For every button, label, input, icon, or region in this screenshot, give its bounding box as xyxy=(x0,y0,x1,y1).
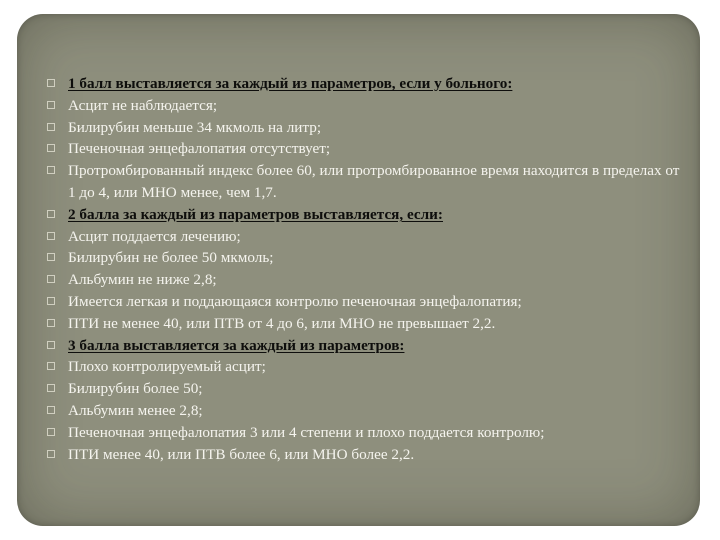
square-bullet-icon xyxy=(47,275,55,283)
list-item-text: Альбумин не ниже 2,8; xyxy=(68,271,217,289)
list-item xyxy=(45,356,685,378)
square-bullet-icon xyxy=(47,406,55,414)
list-item-text: Альбумин менее 2,8; xyxy=(68,401,203,419)
list-item-text: Плохо контролируемый асцит; xyxy=(68,358,266,376)
square-bullet-icon xyxy=(47,428,55,436)
list-item xyxy=(45,95,685,117)
list-item xyxy=(45,291,685,313)
list-item-text: Печеночная энцефалопатия 3 или 4 степени и плохо поддается контролю; xyxy=(68,423,545,441)
list-item xyxy=(45,73,685,95)
slide xyxy=(17,14,700,526)
square-bullet-icon xyxy=(47,319,55,327)
square-bullet-icon xyxy=(47,362,55,370)
list-item-text: 1 балл выставляется за каждый из параметров, если у больного: xyxy=(68,75,513,92)
list-item xyxy=(45,400,685,422)
list-item xyxy=(45,226,685,248)
list-item xyxy=(45,160,685,204)
square-bullet-icon xyxy=(47,253,55,261)
list-item-text: Асцит не наблюдается; xyxy=(68,96,218,114)
list-item-text: Билирубин не более 50 мкмоль; xyxy=(68,249,274,267)
list-item-text: Билирубин более 50; xyxy=(68,380,203,398)
list-item xyxy=(45,444,685,466)
square-bullet-icon xyxy=(47,101,55,109)
list-item-text: Билирубин меньше 34 мкмоль на литр; xyxy=(68,118,322,136)
list-item xyxy=(45,335,685,357)
square-bullet-icon xyxy=(47,123,55,131)
square-bullet-icon xyxy=(47,450,55,458)
square-bullet-icon xyxy=(47,210,55,218)
square-bullet-icon xyxy=(47,297,55,305)
square-bullet-icon xyxy=(47,144,55,152)
list-item xyxy=(45,138,685,160)
list-item xyxy=(45,378,685,400)
list-item xyxy=(45,313,685,335)
list-item-text: 3 балла выставляется за каждый из параметров: xyxy=(68,336,405,354)
square-bullet-icon xyxy=(47,79,55,87)
square-bullet-icon xyxy=(47,232,55,240)
list-item xyxy=(45,422,685,444)
criteria-list xyxy=(45,73,685,465)
list-item-text: Имеется легкая и поддающаяся контролю печеночная энцефалопатия; xyxy=(68,292,522,310)
list-item-text: Протромбированный индекс более 60, или протромбированное время находится в пределах от 1 до 4, или МНО менее, чем 1,7. xyxy=(68,162,680,201)
square-bullet-icon xyxy=(47,166,55,174)
list-item xyxy=(45,247,685,269)
list-item-text: ПТИ менее 40, или ПТВ более 6, или МНО более 2,2. xyxy=(68,445,415,463)
square-bullet-icon xyxy=(47,384,55,392)
list-item-text: ПТИ не менее 40, или ПТВ от 4 до 6, или МНО не превышает 2,2. xyxy=(68,314,496,332)
list-item xyxy=(45,269,685,291)
list-item-text: Асцит поддается лечению; xyxy=(68,227,241,245)
list-item xyxy=(45,117,685,139)
square-bullet-icon xyxy=(47,341,55,349)
list-item-text: Печеночная энцефалопатия отсутствует; xyxy=(68,140,331,158)
list-item xyxy=(45,204,685,226)
list-item-text: 2 балла за каждый из параметров выставляется, если: xyxy=(68,205,443,223)
